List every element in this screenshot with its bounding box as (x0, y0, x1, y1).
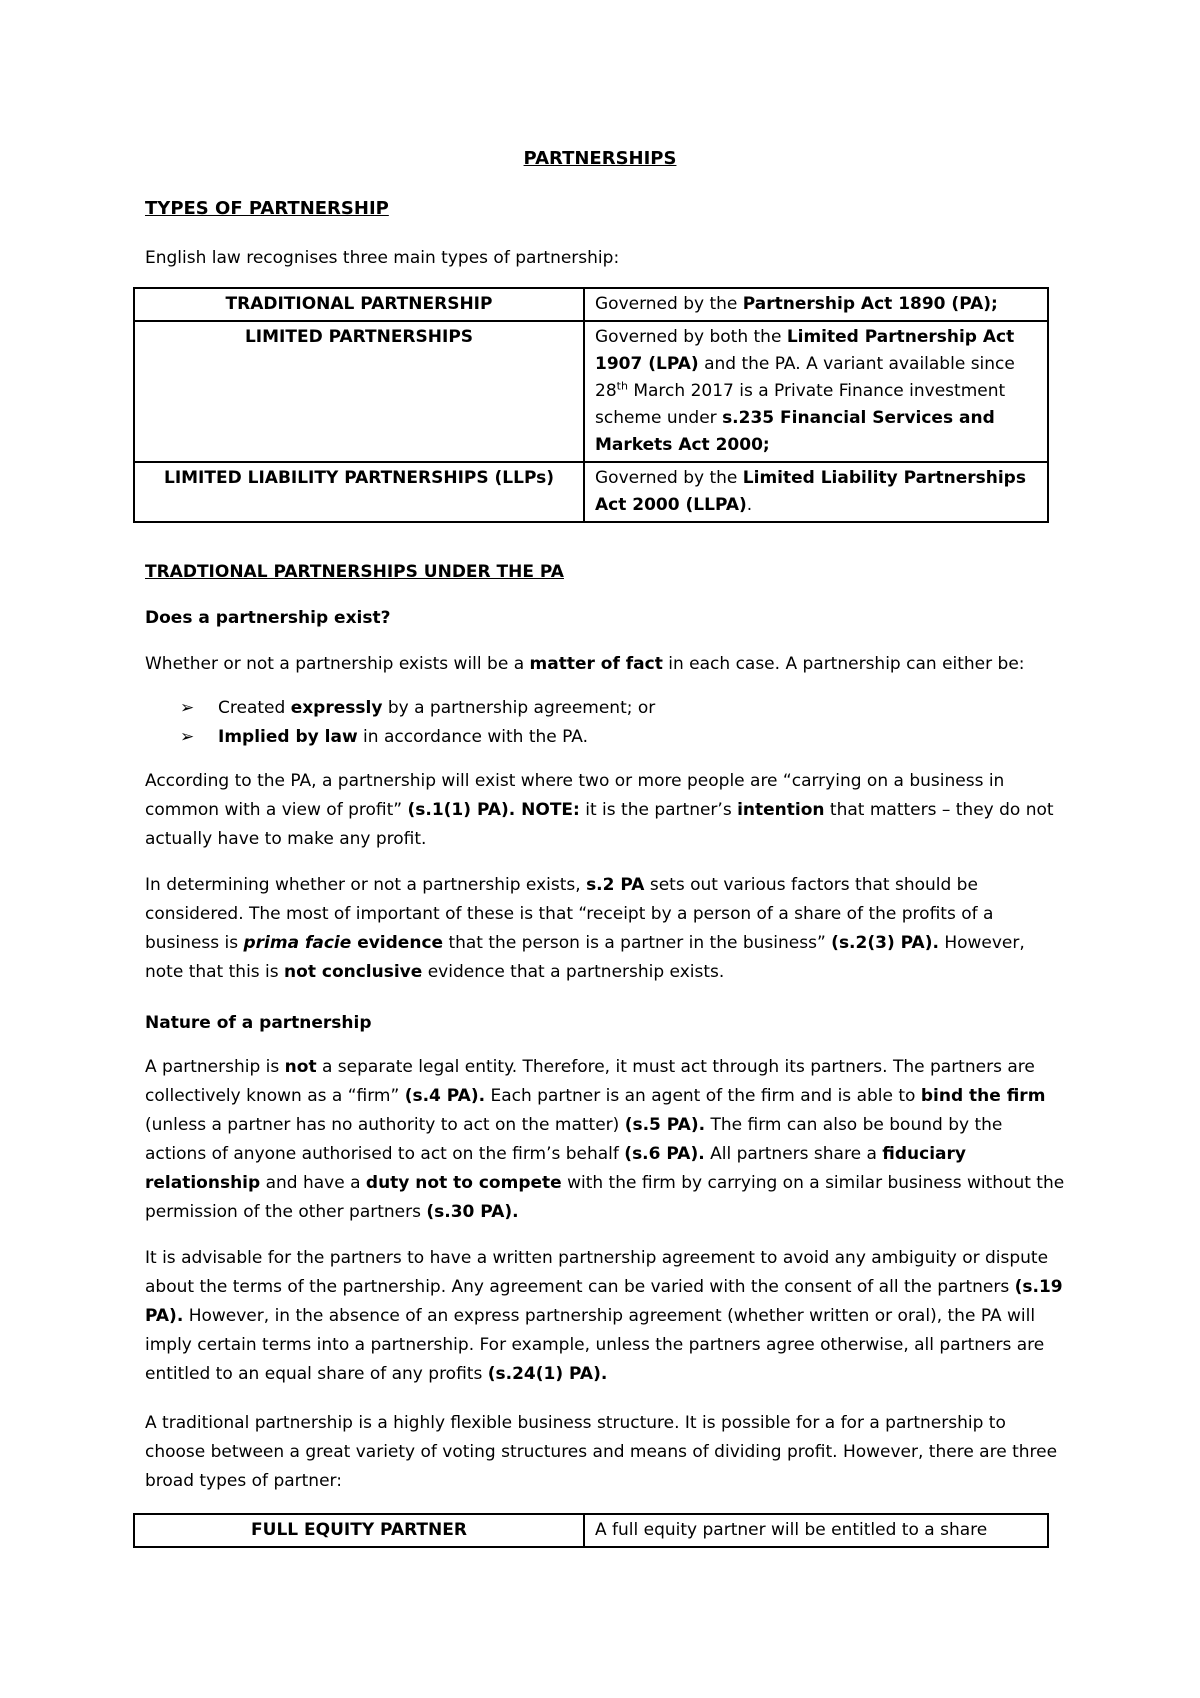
partner-type-description: A full equity partner will be entitled to a share (584, 1514, 1048, 1547)
types-table (133, 287, 1049, 523)
subheading-exist: Does a partnership exist? (145, 608, 391, 628)
type-description: Governed by the Partnership Act 1890 (PA); (584, 288, 1048, 321)
paragraph: A traditional partnership is a highly flexible business structure. It is possible for a for a partnership to choose between a great variety of voting structures and means of dividing profit. However, there are three broad types of partner: (145, 1413, 1058, 1491)
section-heading: TRADTIONAL PARTNERSHIPS UNDER THE PA (145, 562, 564, 582)
partner-types-table (133, 1513, 1049, 1548)
paragraph: It is advisable for the partners to have a written partnership agreement to avoid any ambiguity or dispute about the terms of the partnership. Any agreement can be varied with the consent of all the partners (s.19 PA). However, in the absence of an express partnership agreement (whether written or oral), the PA will imply certain terms into a partnership. For example, unless the partners agree otherwise, all partners are entitled to an equal share of any profits (s.24(1) PA). (145, 1248, 1063, 1384)
paragraph: In determining whether or not a partnership exists, s.2 PA sets out various factors that should be considered. The most of important of these is that “receipt by a person of a share of the profits of a business is prima facie evidence that the person is a partner in the business” (s.2(3) PA). However, note that this is not conclusive evidence that a partnership exists. (145, 875, 1025, 982)
subheading-nature: Nature of a partnership (145, 1013, 372, 1033)
table-row (134, 321, 1048, 462)
type-label: LIMITED LIABILITY PARTNERSHIPS (LLPs) (134, 462, 584, 522)
paragraph: Whether or not a partnership exists will be a matter of fact in each case. A partnership can either be: (145, 654, 1025, 674)
intro-text: English law recognises three main types of partnership: (145, 248, 620, 268)
page-title: PARTNERSHIPS (523, 148, 677, 169)
table-row (134, 462, 1048, 522)
type-description: Governed by the Limited Liability Partnerships Act 2000 (LLPA). (584, 462, 1048, 522)
type-label: TRADITIONAL PARTNERSHIP (134, 288, 584, 321)
paragraph: According to the PA, a partnership will exist where two or more people are “carrying on a business in common with a view of profit” (s.1(1) PA). NOTE: it is the partner’s intention that matters – they do not actually have to make any profit. (145, 771, 1054, 849)
table-row (134, 1514, 1048, 1547)
paragraph: A partnership is not a separate legal entity. Therefore, it must act through its partners. The partners are collectively known as a “firm” (s.4 PA). Each partner is an agent of the firm and is able to bind the firm (unless a partner has no authority to act on the matter) (s.5 PA). The firm can also be bound by the actions of anyone authorised to act on the firm’s behalf (s.6 PA). All partners share a fiduciary relationship and have a duty not to compete with the firm by carrying on a similar business without the permission of the other partners (s.30 PA). (145, 1057, 1065, 1222)
partner-type-label: FULL EQUITY PARTNER (134, 1514, 584, 1547)
document-page: PARTNERSHIPS TYPES OF PARTNERSHIP English law recognises three main types of partnership: TRADITIONAL PARTNERSHIP Governed by the Partnership Act 1890 (PA); LIMITED PARTNERSHIPS Governed by both the Limited Partnership Act 1907 (LPA) and the PA. A variant available since 28th March 2017 is a Private Finance investment scheme under s.235 Financial Services and Markets Act 2000; LIMITED LIABILITY PARTNERSHIPS (LLPs) Governed by the Limited Liability Partnerships Act 2000 (LLPA). TRADTIONAL PARTNERSHIPS UNDER THE PA Does a partnership exist? Whether or not a partnership exists will be a matter of fact in each case. A partnership can either be: ➢ Created expressly by a partnership agreement; or ➢ Implied by law in accordance with the PA. According to the PA, a partnership will exist where two or more people are “carrying on a business in common with a view of profit” (s.1(1) PA). NOTE: it is the partner’s intention that matters – they do not actually have to make any profit. In determining whether or not a partnership exists, s.2 PA sets out various factors that should be considered. The most of important of these is that “receipt by a person of a share of the profits of a business is prima facie evidence that the person is a partner in the business” (s.2(3) PA). However, note that this is not conclusive evidence that a partnership exists. Nature of a partnership A partnership is not a separate legal entity. Therefore, it must act through its partners. The partners are collectively known as a “firm” (s.4 PA). Each partner is an agent of the firm and is able to bind the firm (unless a partner has no authority to act on the matter) (s.5 PA). The firm can also be bound by the actions of anyone authorised to act on the firm’s behalf (s.6 PA). All partners share a fiduciary relationship and have a duty not to compete with the firm by carrying on a similar business without the permission of the other partners (s.30 PA). It is advisable for the partners to have a written partnership agreement to avoid any ambiguity or dispute about the terms of the partnership. Any agreement can be varied with the consent of all the partners (s.19 PA). However, in the absence of an express partnership agreement (whether written or oral), the PA will imply certain terms into a partnership. For example, unless the partners agree otherwise, all partners are entitled to an equal share of any profits (s.24(1) PA). A traditional partnership is a highly flexible business structure. It is possible for a for a partnership to choose between a great variety of voting structures and means of dividing profit. However, there are three broad types of partner: FULL EQUITY PARTNER A full equity partner will be entitled to a share (0, 0, 1200, 1698)
type-label: LIMITED PARTNERSHIPS (134, 321, 584, 462)
arrow-bullet-icon: ➢ (180, 698, 195, 718)
table-row (134, 288, 1048, 321)
types-heading: TYPES OF PARTNERSHIP (145, 198, 389, 219)
arrow-bullet-icon: ➢ (180, 727, 195, 747)
type-description: Governed by both the Limited Partnership Act 1907 (LPA) and the PA. A variant available since 28th March 2017 is a Private Finance investment scheme under s.235 Financial Services and Markets Act 2000; (584, 321, 1048, 462)
